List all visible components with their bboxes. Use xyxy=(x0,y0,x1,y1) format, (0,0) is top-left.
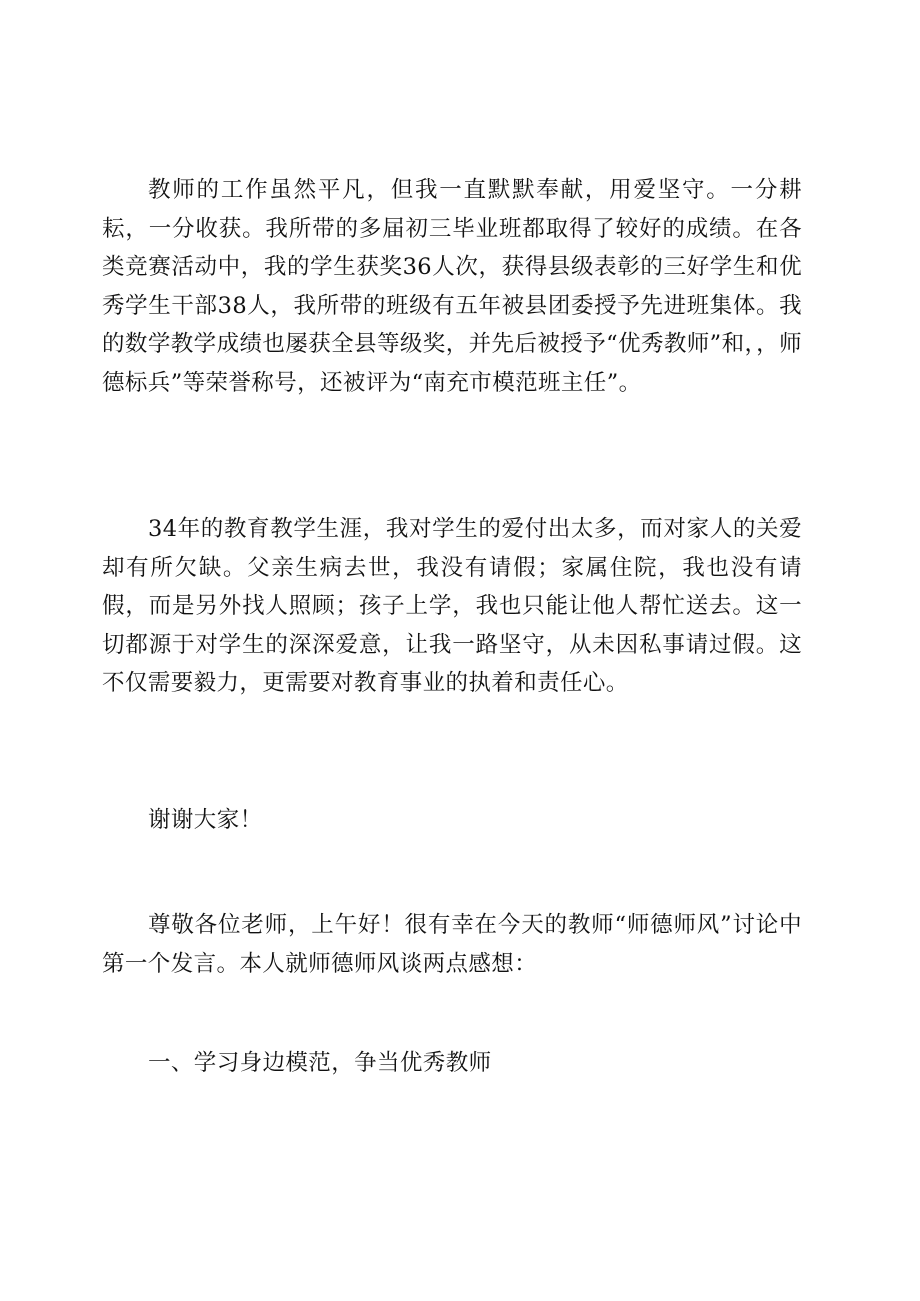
paragraph-family-sacrifice: 34年的教育教学生涯，我对学生的爱付出太多，而对家人的关爱却有所欠缺。父亲生病去世，我没有请假；家属住院，我也没有请假，而是另外找人照顾；孩子上学，我也只能让他人帮忙送去。这一切都源于对学生的深深爱意，让我一路坚守，从未因私事请过假。这不仅需要毅力，更需要对教育事业的执着和责任心。 xyxy=(102,516,802,697)
paragraph-achievements: 教师的工作虽然平凡，但我一直默默奉献，用爱坚守。一分耕耘，一分收获。我所带的多届初三毕业班都取得了较好的成绩。在各类竞赛活动中，我的学生获奖36人次，获得县级表彰的三好学生和优秀学生干部38人，我所带的班级有五年被县团委授予先进班集体。我的数学教学成绩也屡获全县等级奖，并先后被授予“优秀教师”和，，师德标兵”等荣誉称号，还被评为“南充市模范班主任”。 xyxy=(102,177,802,396)
paragraph-greeting: 尊敬各位老师，上午好！很有幸在今天的教师“师德师风”讨论中第一个发言。本人就师德师风谈两点感想： xyxy=(102,912,802,977)
section-heading: 一、学习身边模范，争当优秀教师 xyxy=(148,1050,492,1076)
paragraph-thanks: 谢谢大家！ xyxy=(148,807,263,833)
